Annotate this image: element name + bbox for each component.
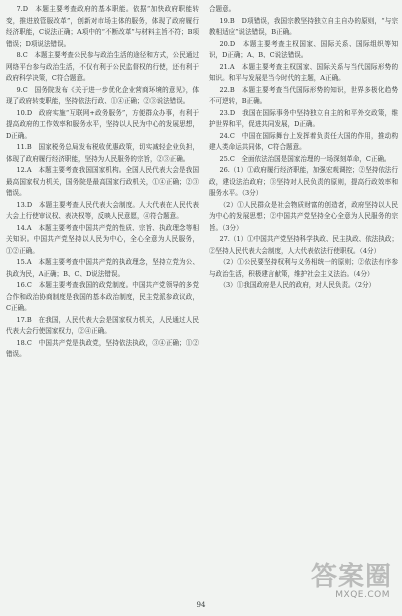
right-column: [209, 4, 398, 292]
answer-paragraph: 11.B 国家税务总局发布税收优惠政策，切实减轻企业负担，体现了政府履行经济职能，坚持为人民服务的宗旨，②③正确。: [6, 143, 199, 163]
answer-paragraph: 8.C 本题主要考查公民参与政治生活的途径和方式，公民通过网络平台参与政治生活，不仅有利于公民监督权的行使，还有利于政府科学决策，C符合题意。: [6, 51, 199, 82]
answer-paragraph: 17.B 在我国，人民代表大会是国家权力机关，人民通过人民代表大会行使国家权力，②④正确。: [6, 315, 199, 335]
answer-paragraph: 13.D 本题主要考查人民代表大会制度。人大代表在人民代表大会上行使审议权、表决权等，反映人民意愿，④符合题意。: [6, 200, 199, 220]
answer-paragraph: 27.（1）①中国共产党坚持科学执政、民主执政、依法执政；②坚持人民代表大会制度，人大代表依法行使职权。（4分）: [209, 235, 398, 255]
answer-paragraph: 9.C 国务院发布《关于进一步优化企业营商环境的意见》，体现了政府转变职能，坚持依法行政、①④正确；②③说法错误。: [6, 85, 199, 105]
answer-paragraph: 20.D 本题主要考查主权国家、国际关系、国际组织等知识，D正确；A、B、C说法错误。: [209, 39, 398, 59]
answer-paragraph: 10.D 政府实施“互联网+政务服务”，方便群众办事，有利于提高政府的工作效率和服务水平，坚持以人民为中心的发展思想，D正确。: [6, 108, 199, 140]
watermark-site-text: MXQE.COM: [335, 590, 390, 600]
answer-paragraph: （3）①我国政府是人民的政府，对人民负责。（2分）: [219, 281, 376, 289]
page-number: 94: [196, 601, 206, 609]
answer-paragraph: 19.B D项错误，我国宗教坚持独立自主自办的原则，“与宗教相适应”说法错误，B正确。: [209, 16, 398, 36]
answer-paragraph: 26.（1）①政府履行经济职能，加强宏观调控；②坚持依法行政，建设法治政府；③坚持对人民负责的原则，提高行政效率和服务水平。（3分）: [209, 166, 398, 197]
watermark-logo: [294, 556, 392, 602]
answer-paragraph: 22.B 本题主要考查当代国际形势的知识，世界多极化趋势不可逆转，B正确。: [209, 85, 398, 105]
answer-paragraph: 18.C 中国共产党是执政党，坚持依法执政，③④正确；①②错误。: [6, 338, 199, 358]
answer-paragraph: 23.D 我国在国际事务中坚持独立自主的和平外交政策，维护世界和平，促进共同发展，D正确。: [209, 108, 398, 128]
answer-paragraph: 合题意。: [209, 5, 236, 13]
watermark-logo-text: 答案圈: [310, 562, 392, 592]
answer-paragraph: （2）①人民群众是社会物质财富的创造者，政府坚持以人民为中心的发展思想；②中国共产党坚持全心全意为人民服务的宗旨。（3分）: [209, 200, 398, 232]
answer-paragraph: 7.D 本题主要考查政府的基本职能。依据“加快政府职能转变，推进放管服改革”，创新对市场主体的服务，体现了政府履行经济职能，C说法正确；A项中的“不断改革”与材料主旨不符；B项错误；D项说法错误。: [6, 5, 199, 48]
answer-paragraph: 12.A 本题主要考查我国国家机构。全国人民代表大会是我国最高国家权力机关，国务院是最高国家行政机关，①④正确；②③错误。: [6, 166, 199, 197]
answer-paragraph: 16.C 本题主要考查我国的政党制度。中国共产党领导的多党合作和政治协商制度是我国的基本政治制度，民主党派参政议政，C正确。: [6, 281, 199, 312]
answer-paragraph: 24.C 中国在国际舞台上发挥着负责任大国的作用，推动构建人类命运共同体，C符合题意。: [209, 131, 398, 151]
answer-paragraph: （2）①公民要坚持权利与义务相统一的原则；②依法有序参与政治生活，积极建言献策，维护社会主义法治。（4分）: [209, 258, 398, 278]
answer-paragraph: 25.C 全面依法治国是国家治理的一场深刻革命，C正确。: [219, 154, 391, 163]
answer-paragraph: 15.A 本题主要考查中国共产党的执政理念，坚持立党为公、执政为民，A正确；B、C、D说法错误。: [6, 258, 199, 278]
answer-paragraph: 14.A 本题主要考查中国共产党的性质、宗旨、执政理念等相关知识。中国共产党坚持以人民为中心，全心全意为人民服务，①②正确。: [6, 223, 199, 255]
left-column: [6, 4, 199, 361]
answer-paragraph: 21.A 本题主要考查主权国家、国际关系与当代国际形势的知识。和平与发展是当今时代的主题，A正确。: [209, 62, 398, 82]
